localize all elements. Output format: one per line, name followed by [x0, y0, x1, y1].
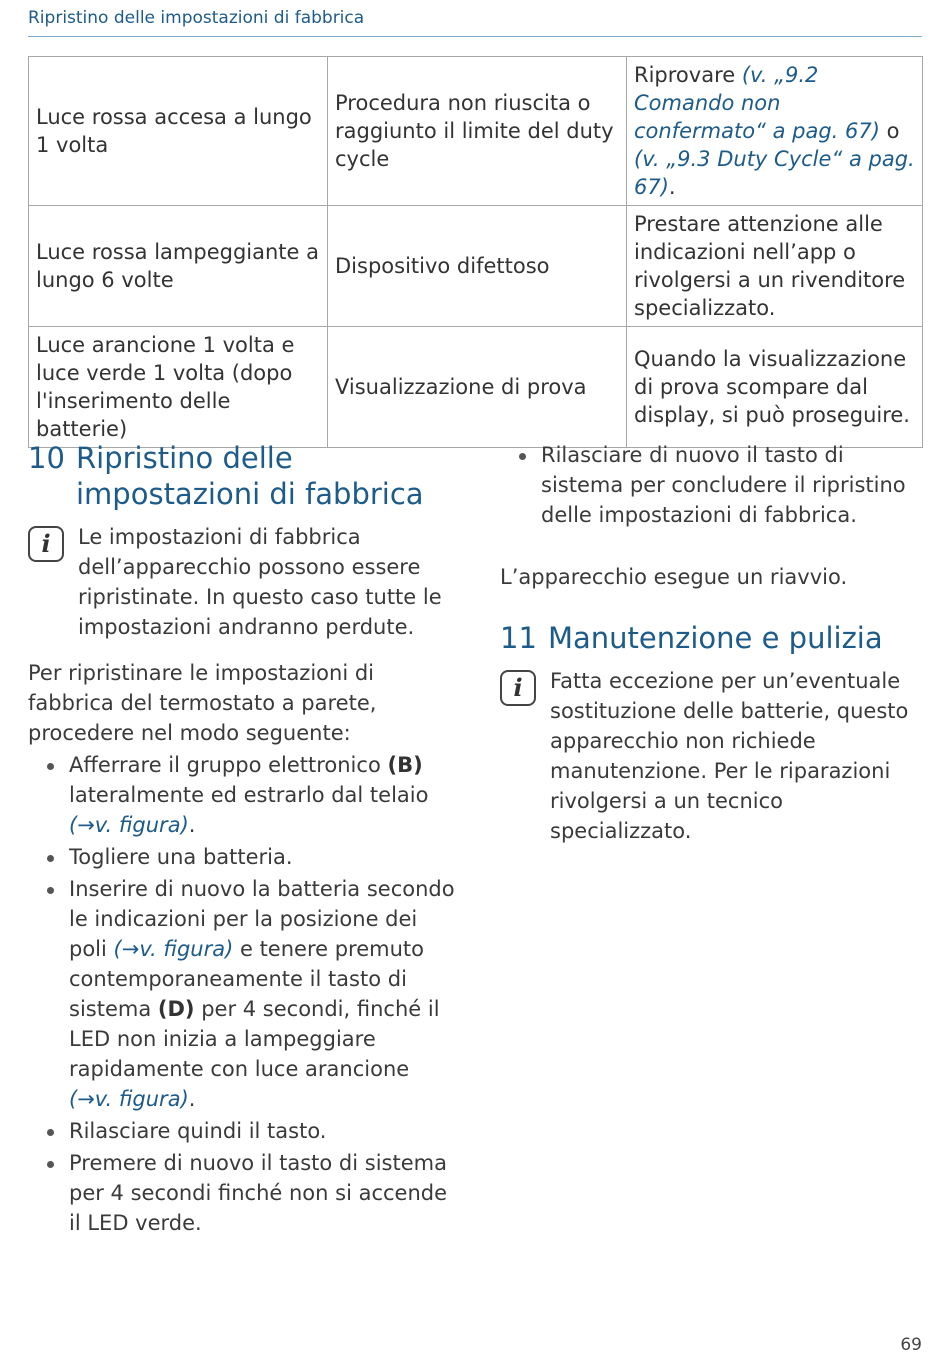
table-row	[29, 327, 923, 448]
section-10-heading	[28, 440, 458, 512]
table-cell-signal: Luce rossa lampeggiante a lungo 6 volte	[29, 206, 328, 327]
intro-paragraph: Per ripristinare le impostazioni di fabbrica del termostato a parete, procedere nel modo seguente:	[28, 661, 377, 745]
table-cell-cause: Procedura non riuscita o raggiunto il limite del duty cycle	[328, 57, 627, 206]
right-column	[500, 440, 930, 846]
section-title: Ripristino delle impostazioni di fabbrica	[76, 441, 424, 511]
step-text: e tenere premuto contemporaneamente il tasto di sistema	[69, 937, 424, 1021]
page-number: 69	[900, 1335, 922, 1355]
info-icon: i	[28, 526, 64, 562]
running-header: Ripristino delle impostazioni di fabbrica	[28, 8, 365, 28]
info-icon: i	[500, 670, 536, 706]
remedy-text: o	[879, 119, 900, 143]
part-label: (D)	[157, 997, 195, 1021]
figure-link[interactable]: (→v. figura)	[69, 813, 189, 837]
result-paragraph: L’apparecchio esegue un riavvio.	[500, 565, 848, 589]
led-signal-table	[28, 56, 923, 448]
list-item: Premere di nuovo il tasto di sistema per 4 secondi finché non si accende il LED verde.	[28, 1148, 458, 1238]
table-cell-remedy: Prestare attenzione alle indicazioni nell’app o rivolgersi a un rivenditore specializzato.	[627, 206, 923, 327]
section-number: 11	[500, 621, 537, 655]
info-note	[500, 666, 930, 846]
section-title: Manutenzione e pulizia	[548, 621, 883, 655]
remedy-text: Riprovare	[634, 63, 742, 87]
table-cell-cause: Visualizzazione di prova	[328, 327, 627, 448]
table-cell-signal: Luce rossa accesa a lungo 1 volta	[29, 57, 328, 206]
table-row	[29, 57, 923, 206]
table-cell-remedy	[627, 57, 923, 206]
part-label: (B)	[387, 753, 423, 777]
step-text: .	[188, 1087, 196, 1111]
cross-reference-link[interactable]: (v. „9.3 Duty Cycle“ a pag. 67)	[634, 147, 915, 199]
step-text: per 4 secondi, finché il LED non inizia a lampeggiare rapidamente con luce arancione	[69, 997, 440, 1081]
list-item	[28, 874, 458, 1114]
left-column	[28, 440, 458, 1238]
list-item	[28, 750, 458, 840]
step-text: lateralmente ed estrarlo dal telaio	[69, 783, 429, 807]
figure-link[interactable]: (→v. figura)	[69, 1087, 189, 1111]
header-rule	[28, 36, 922, 37]
section-number: 10	[28, 441, 65, 475]
list-item: Rilasciare di nuovo il tasto di sistema per concludere il ripristino delle impostazioni di fabbrica.	[500, 440, 930, 530]
step-list-continued	[500, 440, 930, 530]
step-text: Inserire di nuovo la batteria secondo le indicazioni per la posizione dei poli	[69, 877, 455, 961]
list-item: Rilasciare quindi il tasto.	[28, 1116, 458, 1146]
table-cell-cause: Dispositivo difettoso	[328, 206, 627, 327]
table-cell-signal: Luce arancione 1 volta e luce verde 1 volta (dopo l'inserimento delle batterie)	[29, 327, 328, 448]
step-text: .	[188, 813, 196, 837]
list-item: Togliere una batteria.	[28, 842, 458, 872]
note-text: Fatta eccezione per un’eventuale sostituzione delle batterie, questo apparecchio non richiede manutenzione. Per le riparazioni rivolgersi a un tecnico specializzato.	[550, 669, 909, 843]
section-11-heading	[500, 620, 930, 656]
step-text: Afferrare il gruppo elettronico	[69, 753, 388, 777]
info-note	[28, 522, 458, 642]
table-row	[29, 206, 923, 327]
step-list	[28, 750, 458, 1238]
figure-link[interactable]: (→v. figura)	[113, 937, 234, 961]
table-cell-remedy: Quando la visualizzazione di prova scompare dal display, si può proseguire.	[627, 327, 923, 448]
cross-reference-link[interactable]: (v. „9.2 Comando non confermato“ a pag. 67)	[634, 63, 880, 143]
remedy-text: .	[668, 175, 676, 199]
note-text: Le impostazioni di fabbrica dell’apparecchio possono essere ripristinate. In questo caso tutte le impostazioni andranno perdute.	[78, 525, 442, 639]
